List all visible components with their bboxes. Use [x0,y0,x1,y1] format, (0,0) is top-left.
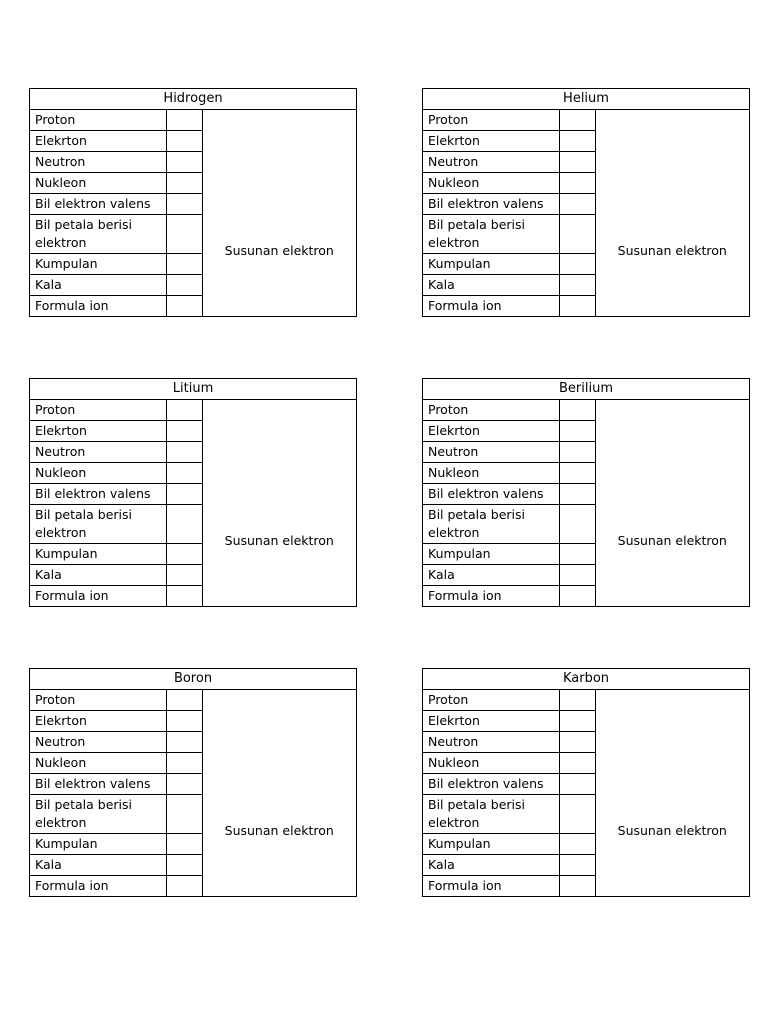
answer-cell-nukleon[interactable] [167,753,202,774]
answer-cell-proton[interactable] [560,690,595,711]
answer-cell-petala[interactable] [560,795,595,834]
row-label-kala: Kala [423,565,560,586]
row-label-neutron: Neutron [423,442,560,463]
answer-cell-kumpulan[interactable] [167,254,202,275]
answer-cell-elektron[interactable] [167,711,202,732]
element-title: Helium [423,89,750,110]
answer-cell-petala[interactable] [560,505,595,544]
answer-cell-kala[interactable] [167,275,202,296]
answer-cell-kumpulan[interactable] [560,544,595,565]
answer-cell-kala[interactable] [167,855,202,876]
electron-configuration-label: Susunan elektron [224,533,334,548]
row-label-petala: Bil petala berisi elektron [423,505,560,544]
element-card-helium [422,88,750,315]
answer-cell-petala[interactable] [560,215,595,254]
row-label-nukleon: Nukleon [423,753,560,774]
row-label-neutron: Neutron [30,152,167,173]
element-title: Boron [30,669,357,690]
row-label-elektron: Elekrton [30,711,167,732]
row-label-kala: Kala [423,275,560,296]
row-label-proton: Proton [30,400,167,421]
electron-configuration-cell[interactable] [202,690,357,897]
answer-cell-kumpulan[interactable] [167,544,202,565]
answer-cell-valens[interactable] [167,484,202,505]
element-title: Hidrogen [30,89,357,110]
row-label-formula: Formula ion [30,296,167,317]
element-table [422,668,750,897]
answer-cell-petala[interactable] [167,215,202,254]
answer-cell-nukleon[interactable] [167,173,202,194]
answer-cell-formula[interactable] [560,296,595,317]
answer-cell-formula[interactable] [167,876,202,897]
element-table [29,668,357,897]
row-label-neutron: Neutron [423,152,560,173]
row-label-formula: Formula ion [30,586,167,607]
row-label-nukleon: Nukleon [30,173,167,194]
row-label-kumpulan: Kumpulan [423,544,560,565]
answer-cell-kumpulan[interactable] [167,834,202,855]
electron-configuration-label: Susunan elektron [617,533,727,548]
element-card-boron [29,668,357,895]
answer-cell-kala[interactable] [560,275,595,296]
answer-cell-formula[interactable] [167,586,202,607]
answer-cell-proton[interactable] [560,110,595,131]
answer-cell-formula[interactable] [560,586,595,607]
row-label-valens: Bil elektron valens [423,194,560,215]
row-label-petala: Bil petala berisi elektron [423,215,560,254]
row-label-formula: Formula ion [423,296,560,317]
row-label-valens: Bil elektron valens [30,774,167,795]
answer-cell-valens[interactable] [560,194,595,215]
row-label-elektron: Elekrton [30,131,167,152]
electron-configuration-cell[interactable] [595,690,750,897]
answer-cell-petala[interactable] [167,505,202,544]
answer-cell-neutron[interactable] [560,442,595,463]
answer-cell-neutron[interactable] [167,152,202,173]
answer-cell-valens[interactable] [560,484,595,505]
row-label-kumpulan: Kumpulan [423,254,560,275]
row-label-kumpulan: Kumpulan [30,544,167,565]
electron-configuration-cell[interactable] [595,400,750,607]
row-label-valens: Bil elektron valens [30,194,167,215]
electron-configuration-cell[interactable] [202,110,357,317]
row-label-kala: Kala [423,855,560,876]
row-label-proton: Proton [30,110,167,131]
answer-cell-proton[interactable] [167,690,202,711]
element-table [422,88,750,317]
answer-cell-proton[interactable] [167,110,202,131]
row-label-formula: Formula ion [30,876,167,897]
element-title: Berilium [423,379,750,400]
answer-cell-nukleon[interactable] [560,753,595,774]
answer-cell-kala[interactable] [560,855,595,876]
electron-configuration-cell[interactable] [202,400,357,607]
answer-cell-formula[interactable] [560,876,595,897]
row-label-neutron: Neutron [30,732,167,753]
row-label-neutron: Neutron [30,442,167,463]
answer-cell-kumpulan[interactable] [560,254,595,275]
answer-cell-neutron[interactable] [560,152,595,173]
answer-cell-formula[interactable] [167,296,202,317]
answer-cell-elektron[interactable] [167,131,202,152]
answer-cell-proton[interactable] [167,400,202,421]
row-label-valens: Bil elektron valens [423,774,560,795]
row-label-nukleon: Nukleon [423,173,560,194]
answer-cell-elektron[interactable] [560,421,595,442]
answer-cell-valens[interactable] [560,774,595,795]
row-label-nukleon: Nukleon [30,463,167,484]
row-label-kala: Kala [30,855,167,876]
answer-cell-neutron[interactable] [167,732,202,753]
row-label-valens: Bil elektron valens [423,484,560,505]
row-label-petala: Bil petala berisi elektron [30,505,167,544]
answer-cell-nukleon[interactable] [560,463,595,484]
row-label-kala: Kala [30,275,167,296]
answer-cell-proton[interactable] [560,400,595,421]
element-table [29,378,357,607]
electron-configuration-label: Susunan elektron [617,243,727,258]
row-label-petala: Bil petala berisi elektron [30,795,167,834]
element-title: Karbon [423,669,750,690]
row-label-elektron: Elekrton [423,421,560,442]
answer-cell-kala[interactable] [167,565,202,586]
answer-cell-nukleon[interactable] [167,463,202,484]
element-card-berilium [422,378,750,605]
answer-cell-kumpulan[interactable] [560,834,595,855]
row-label-proton: Proton [423,400,560,421]
answer-cell-neutron[interactable] [167,442,202,463]
answer-cell-valens[interactable] [167,194,202,215]
row-label-kumpulan: Kumpulan [30,254,167,275]
row-label-kumpulan: Kumpulan [30,834,167,855]
element-title: Litium [30,379,357,400]
answer-cell-neutron[interactable] [560,732,595,753]
answer-cell-petala[interactable] [167,795,202,834]
row-label-kala: Kala [30,565,167,586]
element-card-hidrogen [29,88,357,315]
row-label-elektron: Elekrton [423,131,560,152]
answer-cell-elektron[interactable] [167,421,202,442]
row-label-valens: Bil elektron valens [30,484,167,505]
element-card-litium [29,378,357,605]
electron-configuration-label: Susunan elektron [224,823,334,838]
row-label-formula: Formula ion [423,586,560,607]
row-label-formula: Formula ion [423,876,560,897]
element-table [422,378,750,607]
row-label-proton: Proton [423,690,560,711]
row-label-nukleon: Nukleon [423,463,560,484]
row-label-petala: Bil petala berisi elektron [30,215,167,254]
electron-configuration-label: Susunan elektron [617,823,727,838]
element-table [29,88,357,317]
answer-cell-kala[interactable] [560,565,595,586]
row-label-elektron: Elekrton [423,711,560,732]
row-label-elektron: Elekrton [30,421,167,442]
answer-cell-valens[interactable] [167,774,202,795]
answer-cell-nukleon[interactable] [560,173,595,194]
answer-cell-elektron[interactable] [560,131,595,152]
electron-configuration-cell[interactable] [595,110,750,317]
row-label-neutron: Neutron [423,732,560,753]
row-label-kumpulan: Kumpulan [423,834,560,855]
row-label-proton: Proton [30,690,167,711]
row-label-nukleon: Nukleon [30,753,167,774]
answer-cell-elektron[interactable] [560,711,595,732]
row-label-proton: Proton [423,110,560,131]
electron-configuration-label: Susunan elektron [224,243,334,258]
element-card-karbon [422,668,750,895]
row-label-petala: Bil petala berisi elektron [423,795,560,834]
